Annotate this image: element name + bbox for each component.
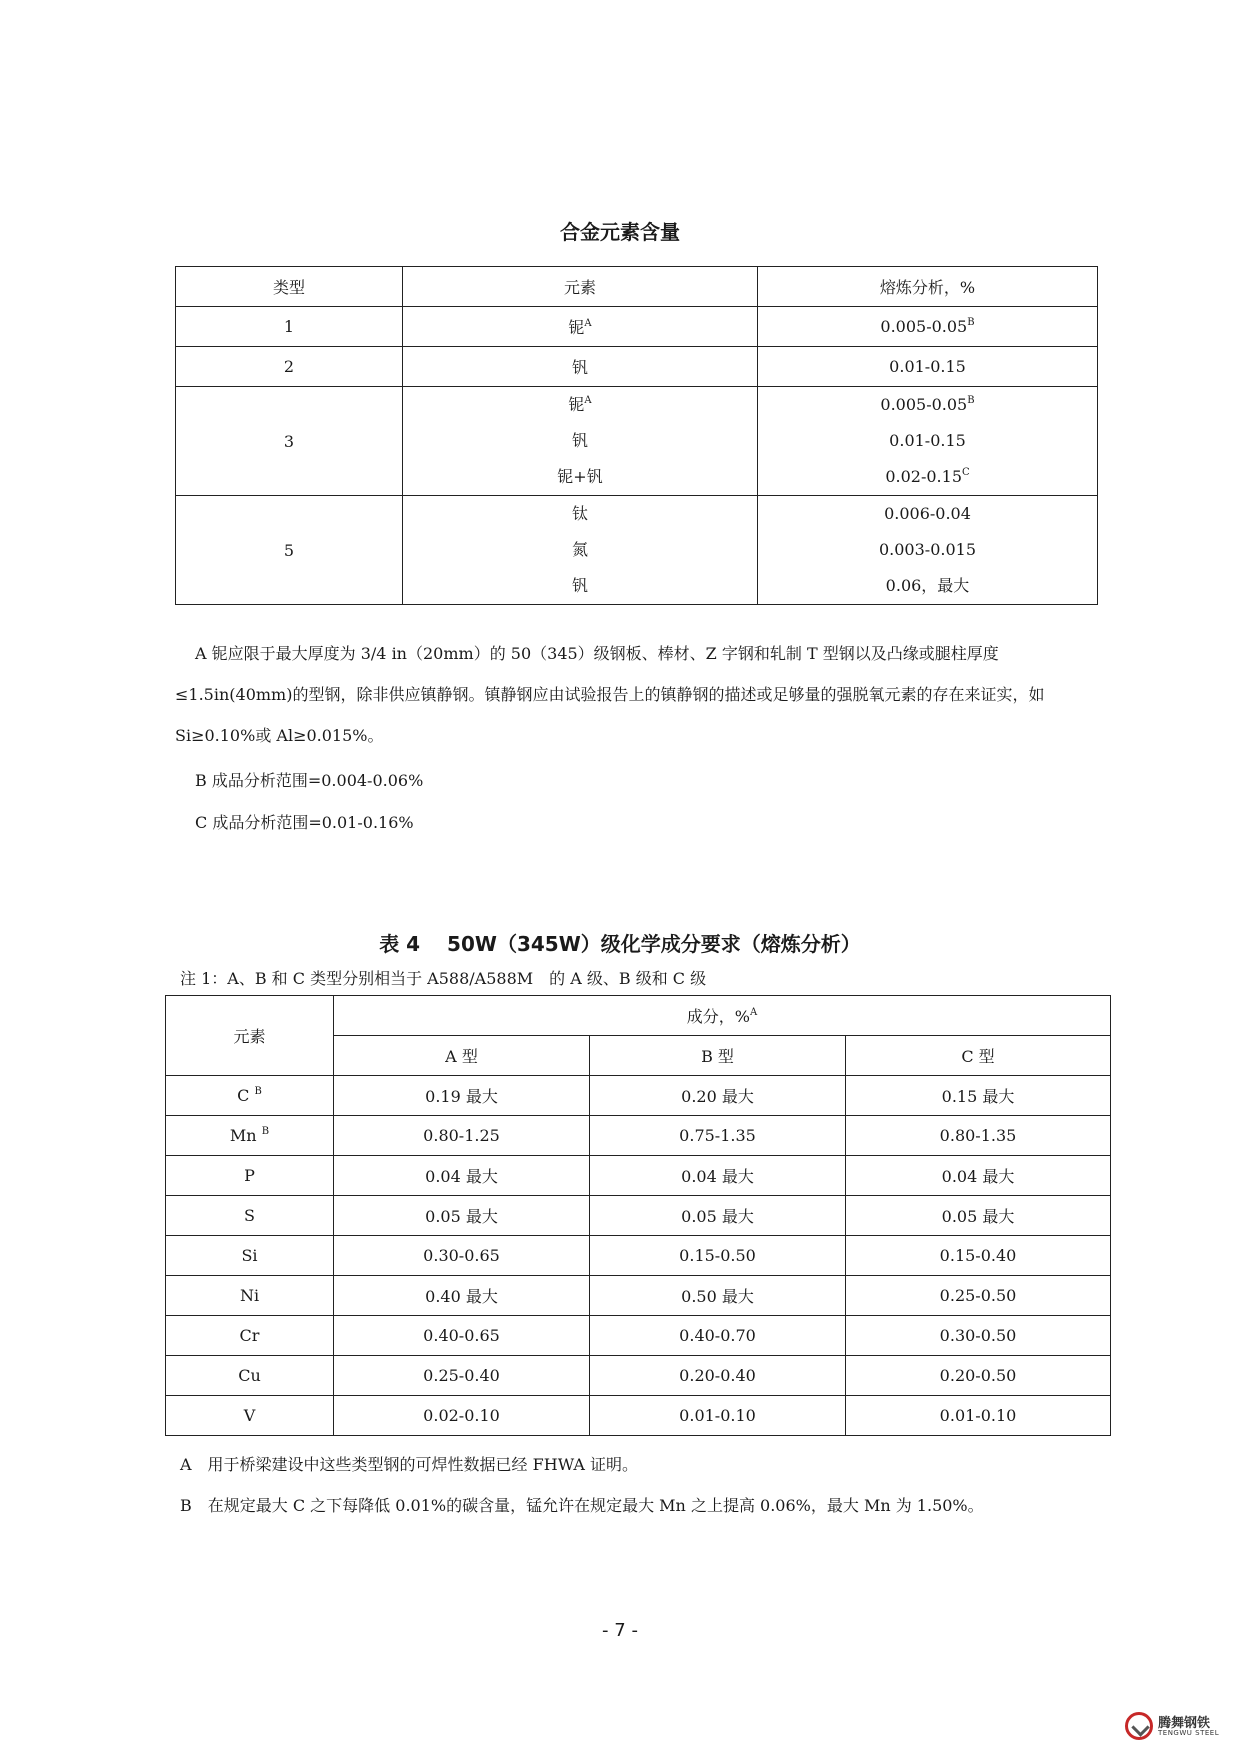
type-b-value: 0.05 最大 xyxy=(590,1196,846,1236)
table-row xyxy=(176,496,1098,605)
element-value: 0.01-0.15 xyxy=(889,431,966,450)
type-c-header: C 型 xyxy=(846,1036,1111,1076)
table-row xyxy=(166,1356,1111,1396)
value-cell xyxy=(758,307,1098,347)
element-cell xyxy=(403,347,758,387)
composition-header: 成分，%$^A$ xyxy=(334,996,1111,1036)
element-name: 铌$^A$ xyxy=(568,395,592,414)
element-value: $0.02-0.15^C$ xyxy=(885,467,970,486)
type-a-value: 0.40-0.65 xyxy=(334,1316,590,1356)
element-cell: Cu xyxy=(166,1356,334,1396)
type-b-header: B 型 xyxy=(590,1036,846,1076)
element-cell xyxy=(403,307,758,347)
element-name: 钒 xyxy=(571,431,588,450)
type-cell: 3 xyxy=(176,387,403,496)
element-header: 元素 xyxy=(166,996,334,1076)
tengwu-steel-logo xyxy=(1125,1712,1220,1742)
type-b-value: 0.40-0.70 xyxy=(590,1316,846,1356)
type-b-value: 0.20 最大 xyxy=(590,1076,846,1116)
header-heat-analysis: 熔炼分析，% xyxy=(758,267,1098,307)
type-c-value: 0.01-0.10 xyxy=(846,1396,1111,1436)
value-cell xyxy=(758,496,1098,605)
element-cell: Cr xyxy=(166,1316,334,1356)
chemical-composition-table xyxy=(165,995,1111,1436)
table1-note-b: B 成品分析范围=0.004-0.06% xyxy=(195,771,424,790)
type-a-value: 0.30-0.65 xyxy=(334,1236,590,1276)
element-cell: Si xyxy=(166,1236,334,1276)
type-c-value: 0.20-0.50 xyxy=(846,1356,1111,1396)
type-b-value: 0.75-1.35 xyxy=(590,1116,846,1156)
table-row xyxy=(166,1276,1111,1316)
table2-title: 表 4 50W（345W）级化学成分要求（熔炼分析） xyxy=(379,932,861,956)
table1-header-row xyxy=(176,267,1098,307)
logo-text-en: TENGWU STEEL xyxy=(1158,1729,1220,1737)
type-b-value: 0.20-0.40 xyxy=(590,1356,846,1396)
type-b-value: 0.15-0.50 xyxy=(590,1236,846,1276)
element-cell: Ni xyxy=(166,1276,334,1316)
element-cell: V xyxy=(166,1396,334,1436)
page-number: - 7 - xyxy=(602,1620,638,1641)
element-value: 0.003-0.015 xyxy=(878,540,976,559)
element-value: $0.005-0.05^B$ xyxy=(880,317,975,336)
type-c-value: 0.15 最大 xyxy=(846,1076,1111,1116)
type-c-value: 0.25-0.50 xyxy=(846,1276,1111,1316)
logo-text-cn: 腾舞钢铁 xyxy=(1158,1716,1211,1731)
element-name: 钒 xyxy=(571,358,588,377)
type-a-value: 0.02-0.10 xyxy=(334,1396,590,1436)
element-cell: P xyxy=(166,1156,334,1196)
type-c-value: 0.80-1.35 xyxy=(846,1116,1111,1156)
element-cell xyxy=(403,387,758,496)
table-row xyxy=(176,347,1098,387)
type-a-header: A 型 xyxy=(334,1036,590,1076)
type-cell: 1 xyxy=(176,307,403,347)
type-c-value: 0.30-0.50 xyxy=(846,1316,1111,1356)
type-c-value: 0.05 最大 xyxy=(846,1196,1111,1236)
type-a-value: 0.25-0.40 xyxy=(334,1356,590,1396)
table-row xyxy=(176,307,1098,347)
type-b-value: 0.01-0.10 xyxy=(590,1396,846,1436)
type-a-value: 0.19 最大 xyxy=(334,1076,590,1116)
table1-title: 合金元素含量 xyxy=(560,220,680,244)
alloy-elements-table xyxy=(175,266,1098,605)
element-value: 0.01-0.15 xyxy=(889,357,966,376)
type-cell: 5 xyxy=(176,496,403,605)
value-cell xyxy=(758,347,1098,387)
element-name: 氮 xyxy=(571,540,588,559)
type-b-value: 0.04 最大 xyxy=(590,1156,846,1196)
table1-note-c: C 成品分析范围=0.01-0.16% xyxy=(195,813,414,832)
type-a-value: 0.05 最大 xyxy=(334,1196,590,1236)
type-a-value: 0.80-1.25 xyxy=(334,1116,590,1156)
table2-note-b: B 在规定最大 C 之下每降低 0.01%的碳含量，锰允许在规定最大 Mn 之上提高 0.06%，最大 Mn 为 1.50%。 xyxy=(180,1496,984,1515)
table-row xyxy=(176,387,1098,496)
type-a-value: 0.40 最大 xyxy=(334,1276,590,1316)
element-cell: C $^B$ xyxy=(166,1076,334,1116)
type-c-value: 0.04 最大 xyxy=(846,1156,1111,1196)
table-row xyxy=(166,1156,1111,1196)
table-row xyxy=(166,1316,1111,1356)
type-cell: 2 xyxy=(176,347,403,387)
table-row xyxy=(166,1396,1111,1436)
table2-note-a: A 用于桥梁建设中这些类型钢的可焊性数据已经 FHWA 证明。 xyxy=(180,1455,638,1474)
element-name: 铌+钒 xyxy=(557,467,603,486)
type-c-value: 0.15-0.40 xyxy=(846,1236,1111,1276)
table-row xyxy=(166,1076,1111,1116)
header-element: 元素 xyxy=(403,267,758,307)
table-row xyxy=(166,1196,1111,1236)
table-row xyxy=(166,1116,1111,1156)
element-name: 铌$^A$ xyxy=(568,318,592,337)
table2-pre-note: 注 1：A、B 和 C 类型分别相当于 A588/A588M 的 A 级、B 级和 C 级 xyxy=(180,969,707,988)
element-cell: S xyxy=(166,1196,334,1236)
value-cell xyxy=(758,387,1098,496)
element-name: 钒 xyxy=(571,576,588,595)
type-b-value: 0.50 最大 xyxy=(590,1276,846,1316)
element-value: 0.06，最大 xyxy=(885,576,970,595)
element-value: $0.005-0.05^B$ xyxy=(880,395,975,414)
table-row xyxy=(166,1236,1111,1276)
element-cell: Mn $^B$ xyxy=(166,1116,334,1156)
type-a-value: 0.04 最大 xyxy=(334,1156,590,1196)
element-cell xyxy=(403,496,758,605)
element-value: 0.006-0.04 xyxy=(884,504,971,523)
header-type: 类型 xyxy=(176,267,403,307)
logo-mark-icon xyxy=(1125,1712,1153,1740)
element-name: 钛 xyxy=(571,504,588,523)
table1-note-a: A 铌应限于最大厚度为 3/4 in（20mm）的 50（345）级钢板、棒材、Z 字钢和轧制 T 型钢以及凸缘或腿柱厚度≤1.5in(40mm)的型钢，除非供应镇静钢。镇静钢应由试验报告上的镇静钢的描述或足够量的强脱氧元素的存在来证实，如 Si≥0.10%或 Al≥0.015%。 xyxy=(175,644,1045,745)
